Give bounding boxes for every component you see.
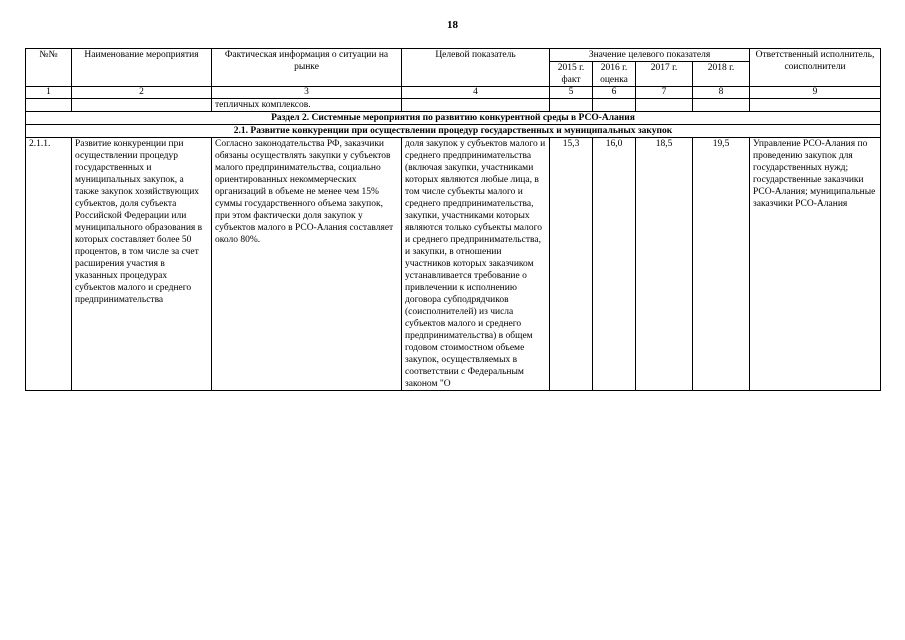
section-title: Раздел 2. Системные мероприятия по развитию конкурентной среды в РСО-Алания <box>26 112 881 125</box>
header-action: Наименование мероприятия <box>72 49 212 87</box>
column-index: 1 <box>26 87 72 99</box>
section-row <box>26 112 881 125</box>
row-number: 2.1.1. <box>26 138 72 391</box>
header-year-2015-note: факт <box>561 75 581 85</box>
header-year-2015 <box>550 62 593 87</box>
header-row-1 <box>26 49 881 62</box>
row-value-2015: 15,3 <box>550 138 593 391</box>
page-number: 18 <box>447 19 458 31</box>
empty-cell <box>72 99 212 112</box>
measures-table <box>25 48 881 391</box>
header-responsible: Ответственный исполнитель, соисполнители <box>750 49 881 87</box>
header-year-2015-label: 2015 г. <box>557 63 585 73</box>
row-value-2018: 19,5 <box>693 138 750 391</box>
header-year-2018: 2018 г. <box>693 62 750 87</box>
empty-cell <box>550 99 593 112</box>
row-target: доля закупок у субъектов малого и среднего предпринимательства (включая закупки, участниками которых являются любые лица, в том числе субъекты малого и среднего предпринимательства, закупки, участниками которых являются только субъекты малого и среднего предпринимательства, и закупки, в отношении участников которых заказчиком устанавливается требование о привлечении к исполнению договора субподрядчиков (соисполнителей) из числа субъектов малого и среднего предпринимательства) в общем годовом стоимостном объеме закупок, осуществляемых в соответствии с Федеральным законом "О <box>402 138 550 391</box>
row-value-2016: 16,0 <box>593 138 636 391</box>
empty-cell <box>636 99 693 112</box>
header-num: №№ <box>26 49 72 87</box>
column-index: 3 <box>212 87 402 99</box>
column-index: 2 <box>72 87 212 99</box>
empty-cell <box>593 99 636 112</box>
empty-cell <box>26 99 72 112</box>
header-year-2016 <box>593 62 636 87</box>
column-index-row <box>26 87 881 99</box>
column-index: 9 <box>750 87 881 99</box>
row-value-2017: 18,5 <box>636 138 693 391</box>
column-index: 5 <box>550 87 593 99</box>
column-index: 8 <box>693 87 750 99</box>
continuation-text: тепличных комплексов. <box>212 99 402 112</box>
row-responsible: Управление РСО-Алания по проведению закупок для государственных нужд; государственные заказчики РСО-Алания; муниципальные заказчики РСО-Алания <box>750 138 881 391</box>
subsection-title: 2.1. Развитие конкуренции при осуществлении процедур государственных и муниципальных закупок <box>26 125 881 138</box>
column-index: 7 <box>636 87 693 99</box>
row-action: Развитие конкуренции при осуществлении процедур государственных и муниципальных закупок, а также закупок хозяйствующих субъектов, доля субъекта Российской Федерации или муниципального образования в которых составляет более 50 процентов, в том числе за счет расширения участия в указанных процедурах субъектов малого и среднего предпринимательства <box>72 138 212 391</box>
subsection-row <box>26 125 881 138</box>
header-year-2017: 2017 г. <box>636 62 693 87</box>
header-year-2016-note: оценка <box>600 75 628 85</box>
empty-cell <box>402 99 550 112</box>
empty-cell <box>750 99 881 112</box>
column-index: 6 <box>593 87 636 99</box>
header-fact: Фактическая информация о ситуации на рынке <box>212 49 402 87</box>
header-target-values: Значение целевого показателя <box>550 49 750 62</box>
row-fact: Согласно законодательства РФ, заказчики обязаны осуществлять закупки у субъектов малого предпринимательства, социально ориентированных некоммерческих организаций в объеме не менее чем 15% суммы государственного объема закупок, при этом фактически доля закупок у субъектов малого в РСО-Алания составляет около 80%. <box>212 138 402 391</box>
header-year-2016-label: 2016 г. <box>600 63 628 73</box>
continuation-row <box>26 99 881 112</box>
column-index: 4 <box>402 87 550 99</box>
empty-cell <box>693 99 750 112</box>
table-row <box>26 138 881 391</box>
header-target: Целевой показатель <box>402 49 550 87</box>
